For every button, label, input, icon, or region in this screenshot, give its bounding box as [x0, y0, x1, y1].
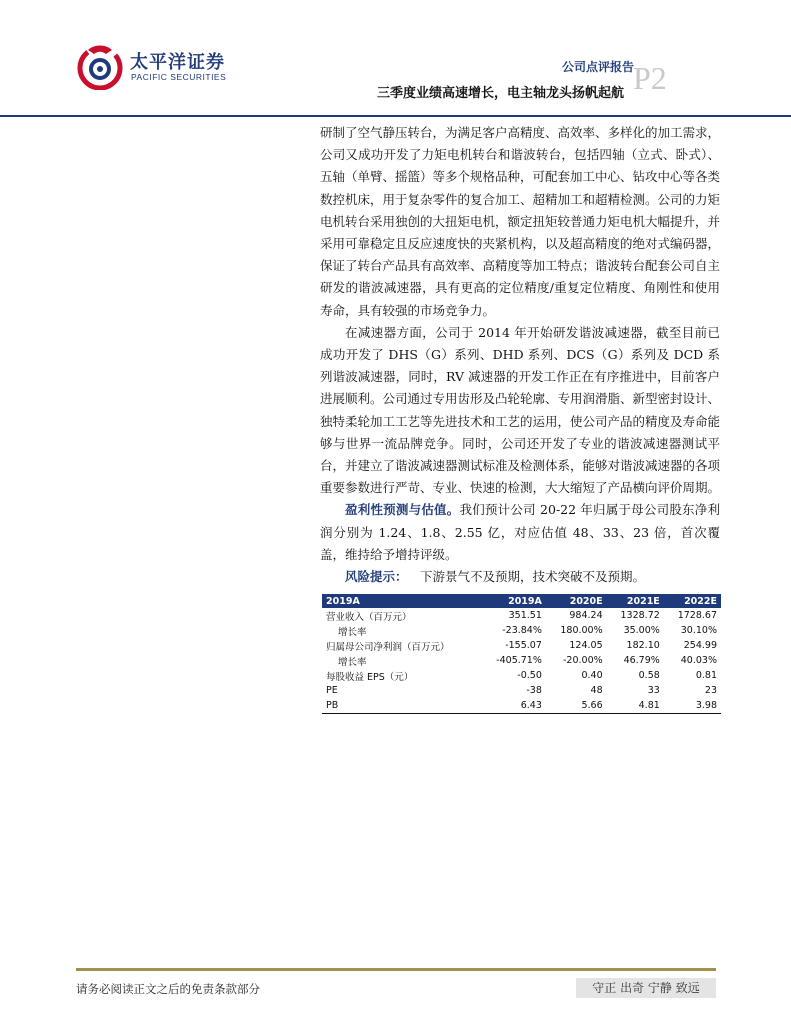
table-cell: -0.50	[517, 670, 542, 681]
row-label: 归属母公司净利润（百万元）	[326, 641, 450, 653]
table-cell: 0.58	[638, 670, 660, 681]
paragraph-turntable: 研制了空气静压转台，为满足客户高精度、高效率、多样化的加工需求，公司又成功开发了力矩电机转台和谐波转台，包括四轴（立式、卧式）、五轴（单臂、摇篮）等多个规格品种，可配套加工中心、钻攻中心等各类数控机床，用于复杂零件的复合加工、超精加工和超精检测。公司的力矩电机转台采用独创的大扭矩电机，额定扭矩较普通力矩电机大幅提升，并采用可靠稳定且反应速度快的夹紧机构，以及超高精度的绝对式编码器，保证了转台产品具有高效率、高精度等加工特点；谐波转台配套公司自主研发的谐波减速器，具有更高的定位精度/重复定位精度、角刚性和使用寿命，具有较强的市场竞争力。	[320, 125, 721, 318]
risk-text: 下游景气不及预期，技术突破不及预期。	[420, 569, 646, 585]
risk-label: 风险提示：	[345, 569, 408, 585]
paragraph-forecast	[320, 499, 720, 566]
table-cell: 0.81	[695, 670, 717, 681]
table-cell: -23.84%	[502, 625, 542, 636]
row-label: 增长率	[338, 626, 367, 638]
table-cell: 6.43	[481, 698, 546, 714]
table-cell: 182.10	[626, 640, 660, 651]
row-label: PB	[322, 698, 481, 714]
table-row	[322, 668, 721, 683]
table-row	[322, 698, 721, 714]
header-divider	[0, 115, 791, 117]
table-cell: 23	[704, 685, 717, 696]
table-cell: 5.66	[546, 698, 607, 714]
table-cell: 35.00%	[623, 625, 660, 636]
table-cell: 30.10%	[680, 625, 717, 636]
table-cell: -405.71%	[496, 655, 542, 666]
table-row	[322, 683, 721, 698]
report-title: 三季度业绩高速增长，电主轴龙头扬帆起航	[376, 86, 624, 101]
table-cell: 351.51	[508, 610, 542, 621]
table-cell: 4.81	[607, 698, 664, 714]
table-cell: 180.00%	[560, 625, 603, 636]
forecast-label: 盈利性预测与估值。	[345, 502, 460, 518]
footer-disclaimer: 请务必阅读正文之后的免责条款部分	[76, 982, 260, 996]
footer-motto: 守正 出奇 宁静 致远	[576, 978, 716, 998]
row-label: 营业收入（百万元）	[326, 611, 412, 623]
logo-chinese-name: 太平洋证券	[130, 52, 225, 73]
table-row	[322, 623, 721, 638]
table-cell: 984.24	[569, 610, 603, 621]
table-header-cell: 2019A	[481, 594, 546, 608]
table-cell: 48	[590, 685, 603, 696]
table-cell: -155.07	[505, 640, 542, 651]
table-cell: 46.79%	[623, 655, 660, 666]
table-header-row	[322, 594, 721, 608]
table-cell: 0.40	[581, 670, 603, 681]
table-header-cell: 2021E	[607, 594, 664, 608]
table-cell: 124.05	[569, 640, 603, 651]
table-cell: -20.00%	[562, 655, 603, 666]
company-logo	[76, 42, 236, 90]
footer-divider	[76, 968, 716, 971]
logo-mark-icon	[76, 42, 124, 90]
row-label: PE	[326, 685, 338, 696]
table-cell: 1728.67	[677, 610, 717, 621]
table-header-cell: 2019A	[322, 594, 481, 608]
table-header-cell: 2022E	[664, 594, 721, 608]
table-cell: 33	[647, 685, 660, 696]
table-header-cell: 2020E	[546, 594, 607, 608]
report-type: 公司点评报告	[561, 60, 634, 74]
financial-forecast-table	[322, 594, 721, 714]
logo-english-name: PACIFIC SECURITIES	[131, 72, 227, 82]
table-row	[322, 638, 721, 653]
table-cell: 1328.72	[620, 610, 660, 621]
table-cell: 254.99	[683, 640, 717, 651]
table-cell: 40.03%	[680, 655, 717, 666]
table-row	[322, 608, 721, 623]
table-cell: -38	[526, 685, 542, 696]
forecast-text: 我们预计公司 20-22 年归属于母公司股东净利润分别为 1.24、1.8、2.55 亿，对应估值 48、33、23 倍，首次覆盖，维持给予增持评级。	[320, 502, 720, 562]
table-cell: 3.98	[664, 698, 721, 714]
paragraph-reducer: 在减速器方面，公司于 2014 年开始研发谐波减速器，截至目前已成功开发了 DHS（G）系列、DHD 系列、DCS（G）系列及 DCD 系列谐波减速器，同时，RV 减速器的开发工作正在有序推进中，目前客户进展顺利。公司通过专用齿形及凸轮轮廓、专用润滑脂、新型密封设计、独特柔轮加工工艺等先进技术和工艺的运用，使公司产品的精度及寿命能够与世界一流品牌竞争。同时，公司还开发了专业的谐波减速器测试平台，并建立了谐波减速器测试标准及检测体系，能够对谐波减速器的各项重要参数进行严苛、专业、快速的检测，大大缩短了产品横向评价周期。	[320, 324, 721, 496]
row-label: 每股收益 EPS（元）	[326, 671, 414, 683]
row-label: 增长率	[338, 656, 367, 668]
table-row	[322, 653, 721, 668]
page-number: P2	[633, 60, 667, 96]
paragraph-risk	[320, 566, 720, 588]
report-body	[320, 122, 720, 588]
